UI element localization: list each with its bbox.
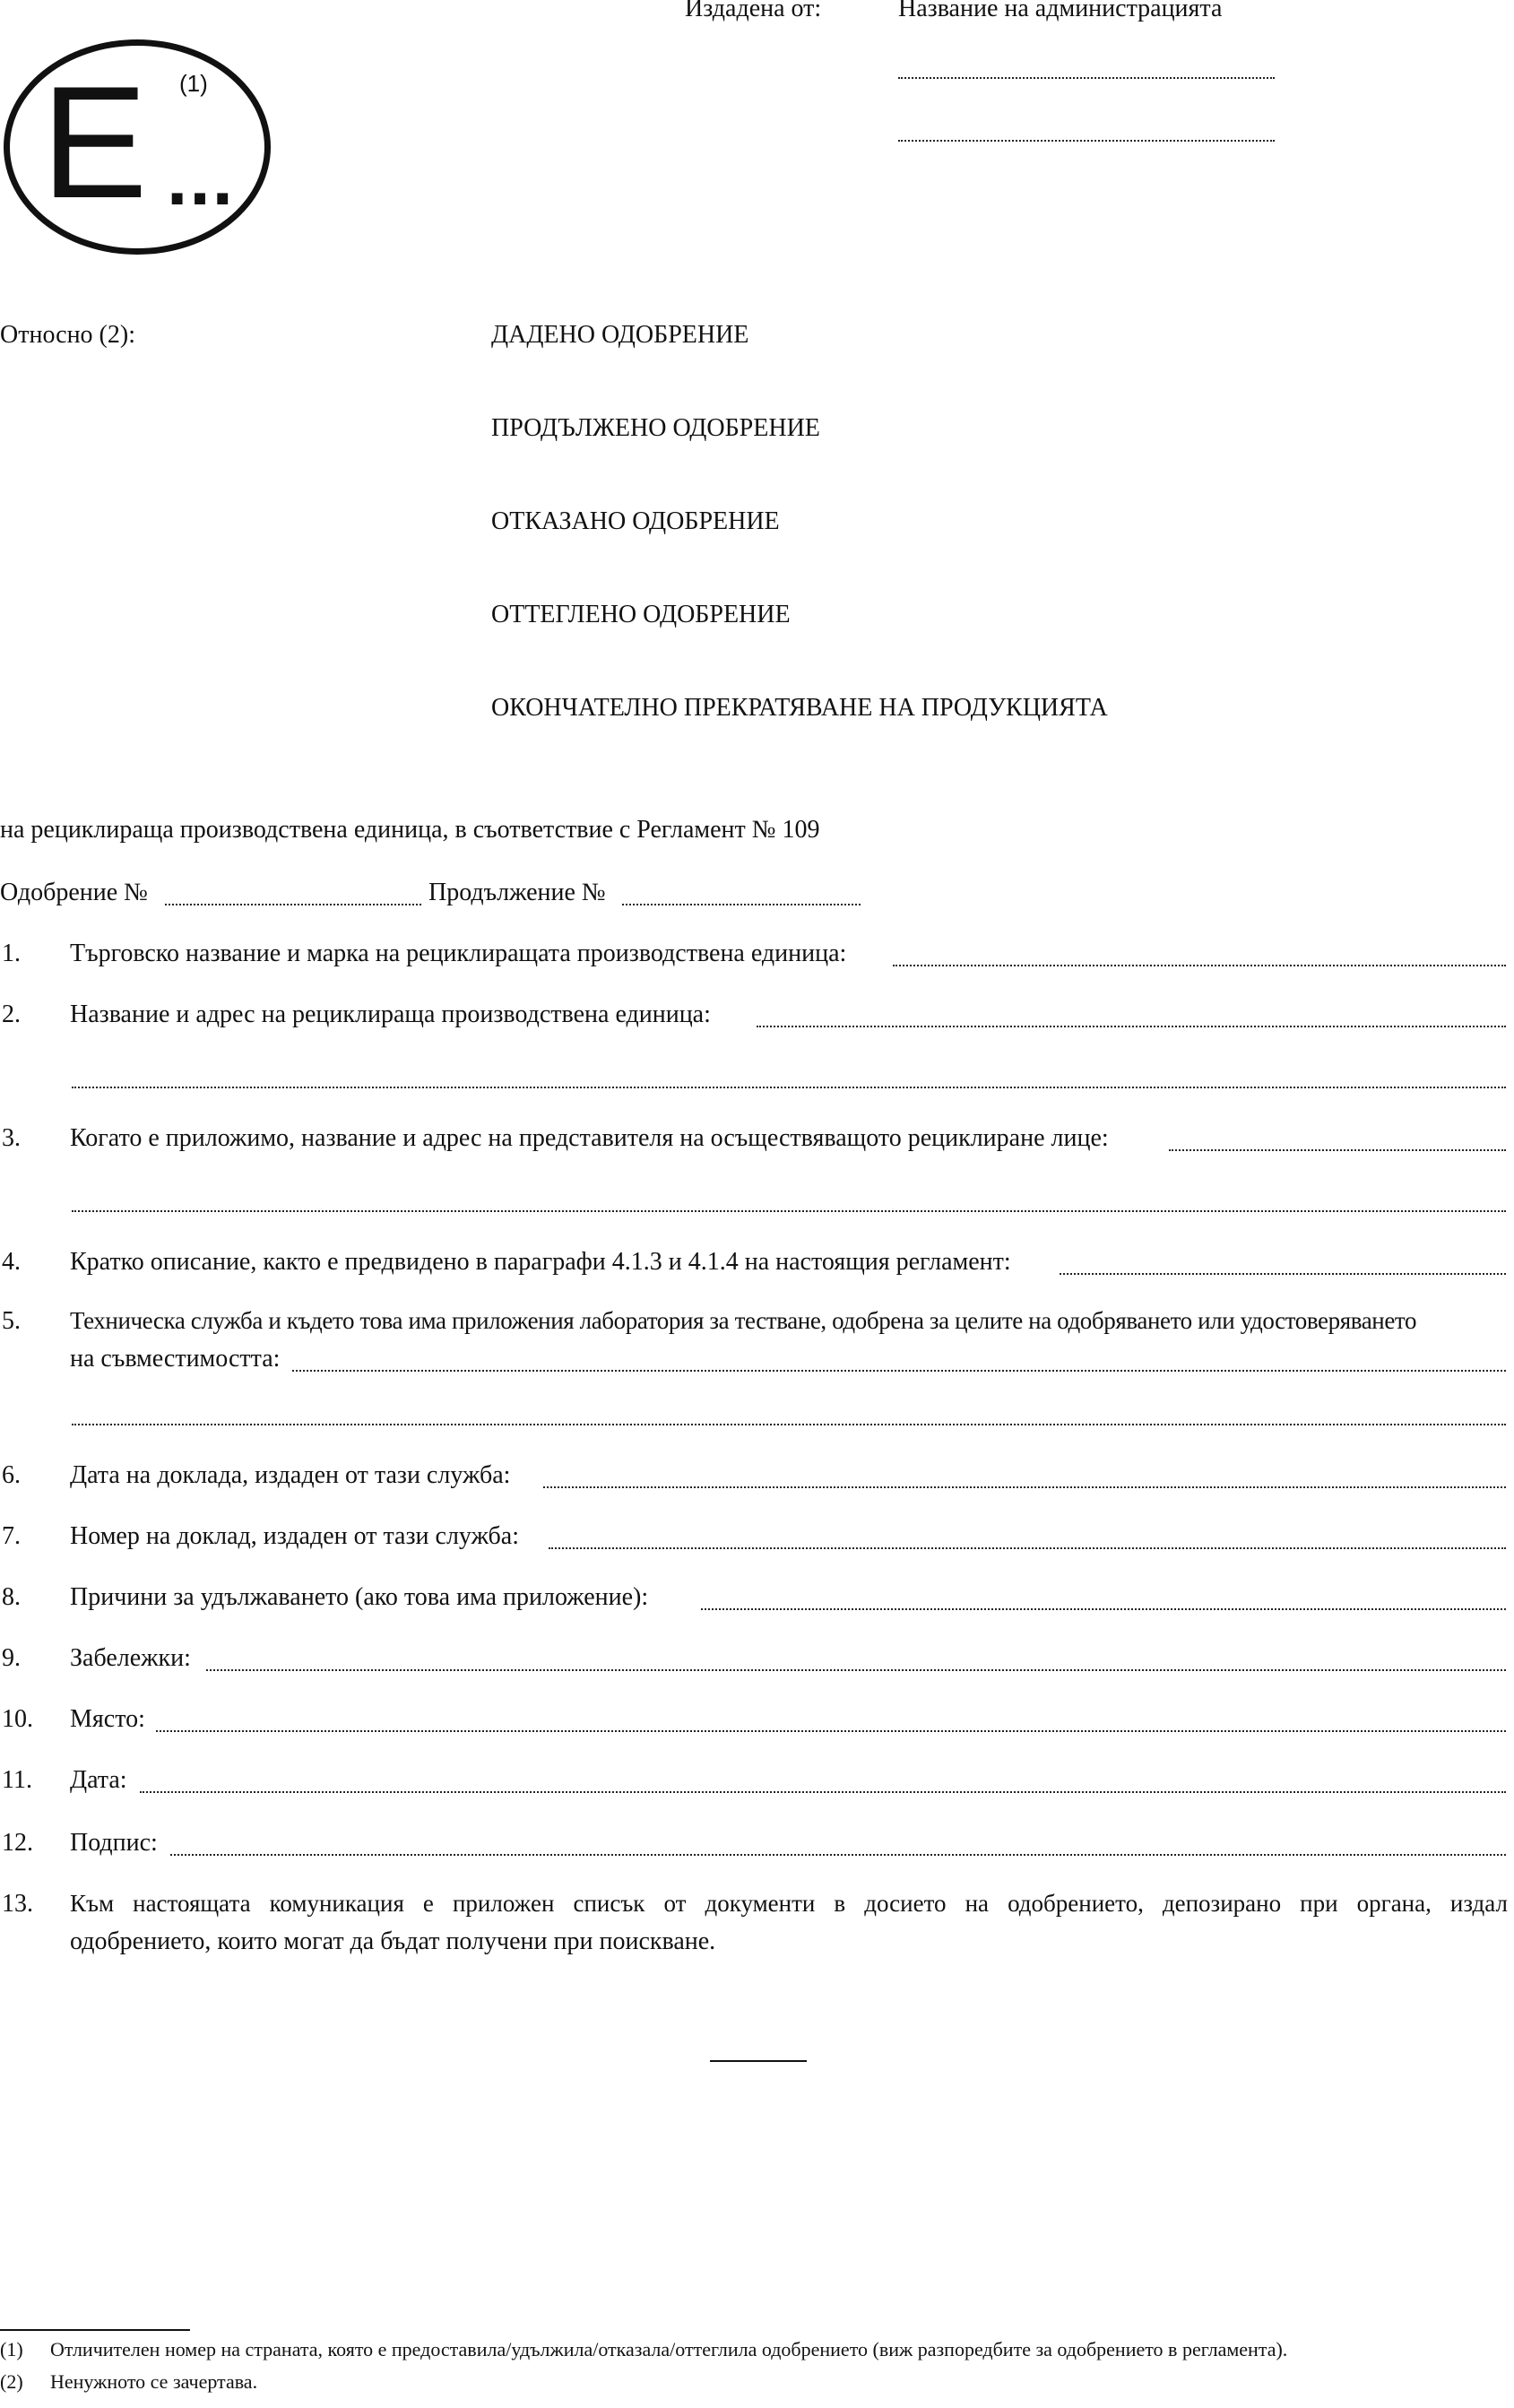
item-text: Забележки:: [70, 1644, 191, 1672]
item-fill-line: [1169, 1149, 1506, 1151]
item-fill-line: [292, 1370, 1506, 1372]
option-withdrawn: ОТТЕГЛЕНО ОДОБРЕНИЕ: [491, 601, 791, 628]
issued-by-label: Издадена от:: [685, 0, 822, 22]
item-fill-line: [72, 1210, 1506, 1212]
item-fill-line: [170, 1854, 1506, 1856]
item-number: 9.: [2, 1644, 21, 1672]
option-extended: ПРОДЪЛЖЕНО ОДОБРЕНИЕ: [491, 414, 820, 442]
item-fill-line: [1060, 1273, 1506, 1275]
item-number: 7.: [2, 1522, 21, 1550]
item-number: 11.: [2, 1766, 32, 1794]
item-fill-line: [72, 1424, 1506, 1425]
item-text: Към настоящата комуникация е приложен списък от документи в досието на одобрението, депозирано при органа, издал: [70, 1890, 1508, 1917]
item-text: Техническа служба и където това има приложения лаборатория за тестване, одобрена за целите на одобряването или удостоверяването: [70, 1307, 1417, 1334]
approval-no-line: [165, 904, 421, 905]
footnote-ref: (1): [0, 2338, 23, 2360]
item-fill-line: [72, 1087, 1506, 1088]
footnote-text: Ненужното се зачертава.: [50, 2370, 258, 2393]
item-text: Название и адрес на рециклираща производствена единица:: [70, 1000, 711, 1028]
item-number: 4.: [2, 1248, 21, 1276]
item-number: 6.: [2, 1461, 21, 1489]
end-rule: [710, 2060, 807, 2062]
option-refused: ОТКАЗАНО ОДОБРЕНИЕ: [491, 507, 780, 535]
extension-no-line: [622, 904, 861, 905]
e-mark-footnote-ref: (1): [179, 70, 208, 97]
item-text: Дата:: [70, 1766, 127, 1794]
item-fill-line: [701, 1608, 1506, 1610]
subject-line: на рециклираща производствена единица, в съответствие с Регламент № 109: [0, 816, 820, 844]
item-fill-line: [757, 1026, 1506, 1027]
item-number: 8.: [2, 1583, 21, 1611]
admin-name-line-1: [898, 77, 1275, 79]
item-number: 1.: [2, 940, 21, 967]
item-text: Подпис:: [70, 1829, 158, 1857]
item-fill-line: [156, 1730, 1506, 1732]
option-granted: ДАДЕНО ОДОБРЕНИЕ: [491, 321, 749, 349]
item-number: 12.: [2, 1829, 33, 1857]
approval-no-label: Одобрение №: [0, 879, 148, 906]
footnote-separator: [0, 2329, 190, 2331]
item-text: Дата на доклада, издаден от тази служба:: [70, 1461, 511, 1489]
item-text-continued: одобрението, които могат да бъдат получени при поискване.: [70, 1927, 716, 1955]
item-text: Търговско название и марка на рециклиращата производствена единица:: [70, 940, 847, 967]
item-number: 13.: [2, 1890, 33, 1918]
item-text: Място:: [70, 1705, 145, 1733]
concerning-label: Относно (2):: [0, 321, 135, 349]
extension-no-label: Продължение №: [428, 879, 606, 906]
option-production-discontinued: ОКОНЧАТЕЛНО ПРЕКРАТЯВАНЕ НА ПРОДУКЦИЯТА: [491, 694, 1108, 722]
footnote-ref: (2): [0, 2370, 23, 2393]
item-text-continued: на съвместимостта:: [70, 1345, 281, 1373]
item-number: 3.: [2, 1124, 21, 1152]
item-fill-line: [893, 965, 1506, 966]
admin-name-label: Название на администрацията: [898, 0, 1223, 22]
item-fill-line: [206, 1669, 1506, 1671]
item-text: Кратко описание, както е предвидено в параграфи 4.1.3 и 4.1.4 на настоящия регламент:: [70, 1248, 1011, 1276]
admin-name-line-2: [898, 140, 1275, 142]
item-number: 2.: [2, 1000, 21, 1028]
item-number: 10.: [2, 1705, 33, 1733]
item-number: 5.: [2, 1307, 21, 1335]
item-text: Номер на доклад, издаден от тази служба:: [70, 1522, 519, 1550]
e-mark-ellipsis: ...: [167, 136, 236, 221]
e-approval-mark: [4, 39, 264, 247]
item-text: Причини за удължаването (ако това има приложение):: [70, 1583, 649, 1611]
e-mark-letter: E: [41, 53, 148, 231]
footnote-text: Отличителен номер на страната, която е предоставила/удължила/отказала/оттеглила одобрението (виж разпоредбите за одобрението в регламента).: [50, 2338, 1288, 2360]
item-fill-line: [549, 1547, 1506, 1549]
item-text: Когато е приложимо, название и адрес на представителя на осъществяващото рециклиране лице:: [70, 1124, 1109, 1152]
item-fill-line: [140, 1791, 1506, 1793]
item-fill-line: [543, 1486, 1506, 1488]
